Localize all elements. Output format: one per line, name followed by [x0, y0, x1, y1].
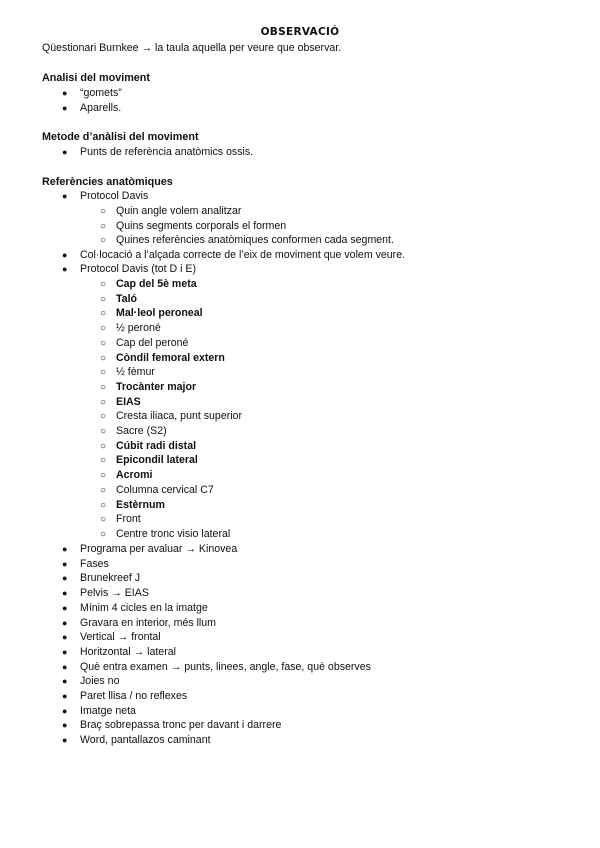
bullet-dot: ● [62, 646, 68, 657]
bullet-dot: ● [62, 720, 68, 731]
list-item: “gomets” [80, 87, 122, 99]
list-item: Imatge neta [80, 704, 136, 717]
list-item: Fases [80, 557, 109, 570]
landmark-item: Cresta iliaca, punt superior [116, 410, 243, 423]
bullet-dot: ● [62, 632, 68, 643]
landmark-item: Estèrnum [116, 498, 165, 511]
bullet-dot: ● [62, 573, 68, 584]
bullet-circle: ○ [100, 528, 107, 540]
list-item: Aparells. [80, 102, 122, 114]
landmark-item: Taló [116, 292, 137, 305]
bullet-circle: ○ [100, 293, 107, 305]
bullet-circle: ○ [100, 323, 107, 335]
sublist-item: Quins segments corporals el formen [116, 219, 287, 232]
bullet-circle: ○ [100, 220, 107, 232]
landmark-item: Columna cervical C7 [116, 483, 214, 496]
bullet-dot: ● [62, 602, 68, 613]
heading-metode: Metode d’anàlisi del moviment [42, 131, 199, 143]
landmark-item: Cúbit radi distal [116, 439, 197, 452]
bullet-dot: ● [62, 705, 68, 716]
list-item: Joies no [80, 675, 120, 688]
heading-referencies: Referències anatòmiques [42, 176, 173, 188]
landmark-item: Còndil femoral extern [116, 351, 225, 364]
page-title: OBSERVACIÓ [260, 26, 340, 38]
bullet-circle: ○ [100, 381, 107, 393]
landmark-item: Front [116, 513, 141, 526]
landmark-item: EIAS [116, 395, 141, 408]
list-item: Programa per avaluar → Kinovea [80, 543, 238, 555]
bullet-circle: ○ [100, 440, 107, 452]
bullet-circle: ○ [100, 455, 107, 467]
bullet-dot: ● [62, 250, 68, 260]
sublist-item: Quines referències anatòmiques conformen cada segment. [116, 234, 394, 247]
list-item-protocol-davis: Protocol Davis [80, 190, 149, 202]
list-item: Vertical → frontal [80, 631, 161, 644]
list-item-protocol-davis-full: Protocol Davis (tot D i E) [80, 263, 196, 275]
bullet-circle: ○ [100, 279, 107, 290]
landmark-item: Sacre (S2) [116, 425, 167, 437]
bullet-circle: ○ [100, 396, 107, 408]
list-item: Mínim 4 cicles en la imatge [80, 601, 208, 614]
bullet-circle: ○ [100, 308, 107, 320]
bullet-dot: ● [62, 558, 68, 569]
bullet-dot: ● [62, 617, 68, 628]
landmark-item: Epicondil lateral [116, 454, 198, 467]
bullet-circle: ○ [100, 206, 107, 217]
landmark-item: Cap del 5è meta [116, 278, 197, 290]
list-item: Punts de referència anatòmics ossis. [80, 146, 254, 158]
intro-text: Qüestionari Burnkee → la taula aquella per veure que observar. [42, 42, 342, 54]
list-item: Word, pantallazos caminant [80, 734, 211, 747]
list-item: Braç sobrepassa tronc per davant i darrere [80, 719, 282, 732]
bullet-circle: ○ [100, 499, 107, 511]
list-item: Horitzontal → lateral [80, 645, 176, 658]
bullet-dot: ● [62, 691, 68, 701]
bullet-circle: ○ [100, 514, 107, 526]
landmark-item: Acromi [116, 469, 153, 482]
list-item: Pelvis → EIAS [80, 587, 149, 600]
bullet-dot: ● [62, 191, 68, 201]
landmark-item: ½ fèmur [116, 366, 155, 379]
landmark-item: Trocànter major [116, 380, 197, 393]
bullet-circle: ○ [100, 337, 107, 349]
list-item: Brunekreef J [80, 572, 141, 585]
bullet-dot: ● [62, 661, 68, 672]
bullet-dot: ● [62, 735, 68, 746]
bullet-circle: ○ [100, 484, 107, 496]
bullet-dot: ● [62, 147, 68, 157]
bullet-circle: ○ [100, 426, 107, 437]
heading-analisi: Analisi del moviment [42, 72, 150, 84]
list-item: Paret llisa / no reflexes [80, 690, 188, 702]
bullet-dot: ● [62, 588, 68, 599]
landmark-item: ½ peroné [116, 322, 161, 335]
bullet-circle: ○ [100, 470, 107, 482]
landmark-item: Centre tronc visio lateral [116, 527, 231, 540]
landmark-item: Cap del peroné [116, 336, 189, 349]
sublist-item: Quin angle volem analitzar [116, 205, 242, 217]
bullet-circle: ○ [100, 367, 107, 379]
bullet-circle: ○ [100, 411, 107, 423]
bullet-circle: ○ [100, 235, 107, 247]
landmark-item: Mal·leol peroneal [116, 307, 203, 320]
list-item-colocacio: Col·locació a l’alçada correcte de l’eix de moviment que volem veure. [80, 249, 406, 261]
bullet-dot: ● [62, 88, 68, 98]
bullet-dot: ● [62, 103, 68, 113]
bullet-dot: ● [62, 676, 68, 687]
list-item: Què entra examen → punts, linees, angle, fase, què observes [80, 660, 371, 673]
bullet-dot: ● [62, 544, 68, 554]
bullet-circle: ○ [100, 352, 107, 364]
list-item: Gravara en interior, més llum [80, 616, 217, 629]
bullet-dot: ● [62, 264, 68, 274]
